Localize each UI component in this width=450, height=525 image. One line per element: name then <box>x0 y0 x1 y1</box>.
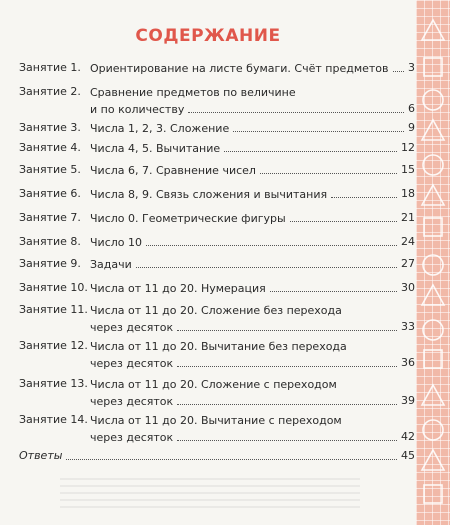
dot-leader <box>177 404 397 405</box>
topic-line: Числа от 11 до 20. Вычитание с переходом <box>90 414 342 427</box>
page-number: 45 <box>401 449 415 462</box>
topic-line: Задачи <box>90 258 132 271</box>
topic-line: Числа от 11 до 20. Сложение без перехода <box>90 304 342 317</box>
page-number: 42 <box>401 430 415 443</box>
toc-row <box>19 186 415 203</box>
dot-leader <box>146 245 397 246</box>
page-number: 30 <box>401 281 415 294</box>
page-number: 12 <box>401 141 415 154</box>
lesson-topic <box>90 256 390 273</box>
toc-row <box>19 162 415 179</box>
lesson-topic <box>90 280 390 297</box>
dot-leader <box>233 131 404 132</box>
lesson-label: Занятие 11. <box>19 303 88 316</box>
lesson-topic <box>90 210 390 227</box>
dot-leader <box>260 173 397 174</box>
topic-line: Числа 8, 9. Связь сложения и вычитания <box>90 188 328 201</box>
lesson-topic <box>90 186 390 203</box>
lesson-label: Занятие 14. <box>19 413 88 426</box>
lesson-label: Занятие 2. <box>19 85 81 98</box>
dot-leader <box>66 459 397 460</box>
dot-leader <box>177 366 397 367</box>
page-number: 27 <box>401 257 415 270</box>
dot-leader <box>177 330 397 331</box>
lesson-label: Занятие 10. <box>19 281 88 294</box>
lesson-topic <box>90 140 390 157</box>
page-number: 9 <box>408 121 415 134</box>
lesson-label: Занятие 12. <box>19 339 88 352</box>
page-title: СОДЕРЖАНИЕ <box>135 26 281 46</box>
dot-leader <box>224 151 397 152</box>
topic-line: через десяток <box>90 431 174 444</box>
lesson-label: Занятие 1. <box>19 61 81 74</box>
page-number: 21 <box>401 211 415 224</box>
page-number: 18 <box>401 187 415 200</box>
dot-leader <box>393 71 404 72</box>
dot-leader <box>270 291 397 292</box>
toc-row <box>19 60 415 77</box>
lesson-topic <box>90 120 390 137</box>
toc-row <box>19 376 415 410</box>
page-number: 3 <box>408 61 415 74</box>
topic-line: через десяток <box>90 395 174 408</box>
toc-row <box>19 412 415 446</box>
topic-line: Числа от 11 до 20. Вычитание без перехода <box>90 340 347 353</box>
toc-row <box>19 84 415 118</box>
lesson-topic <box>90 234 390 251</box>
lesson-label: Занятие 6. <box>19 187 81 200</box>
topic-line: Ориентирование на листе бумаги. Счёт предметов <box>90 62 389 75</box>
toc-row <box>19 140 415 157</box>
dot-leader <box>188 112 404 113</box>
toc-row <box>19 256 415 273</box>
topic-line: Числа от 11 до 20. Нумерация <box>90 282 266 295</box>
topic-line: через десяток <box>90 321 174 334</box>
lesson-label: Занятие 3. <box>19 121 81 134</box>
page-number: 15 <box>401 163 415 176</box>
lesson-topic <box>90 60 390 77</box>
decorative-border <box>416 0 450 525</box>
page-number: 24 <box>401 235 415 248</box>
page-number: 39 <box>401 394 415 407</box>
topic-line: и по количеству <box>90 103 185 116</box>
toc-row <box>19 210 415 227</box>
answers-label: Ответы <box>19 449 63 462</box>
topic-line: Сравнение предметов по величине <box>90 86 296 99</box>
topic-line: Число 10 <box>90 236 142 249</box>
dot-leader <box>177 440 397 441</box>
faded-imprint <box>60 478 360 508</box>
toc-row <box>19 302 415 336</box>
topic-line: Числа от 11 до 20. Сложение с переходом <box>90 378 337 391</box>
topic-line: Числа 4, 5. Вычитание <box>90 142 221 155</box>
geometric-pattern-icon <box>416 0 450 525</box>
topic-line: Числа 1, 2, 3. Сложение <box>90 122 230 135</box>
topic-line: Число 0. Геометрические фигуры <box>90 212 286 225</box>
toc-row <box>19 120 415 137</box>
lesson-label: Занятие 7. <box>19 211 81 224</box>
lesson-label: Занятие 9. <box>19 257 81 270</box>
dot-leader <box>290 221 397 222</box>
topic-line: Числа 6, 7. Сравнение чисел <box>90 164 256 177</box>
toc-row <box>19 338 415 372</box>
lesson-label: Занятие 5. <box>19 163 81 176</box>
page-number: 33 <box>401 320 415 333</box>
dot-leader <box>136 267 397 268</box>
toc-row <box>19 234 415 251</box>
lesson-label: Занятие 13. <box>19 377 88 390</box>
lesson-label: Занятие 8. <box>19 235 81 248</box>
lesson-topic <box>90 162 390 179</box>
toc-row <box>19 280 415 297</box>
page-number: 6 <box>408 102 415 115</box>
toc-row-answers <box>19 448 415 465</box>
topic-line: через десяток <box>90 357 174 370</box>
lesson-label: Занятие 4. <box>19 141 81 154</box>
page-number: 36 <box>401 356 415 369</box>
dot-leader <box>331 197 397 198</box>
